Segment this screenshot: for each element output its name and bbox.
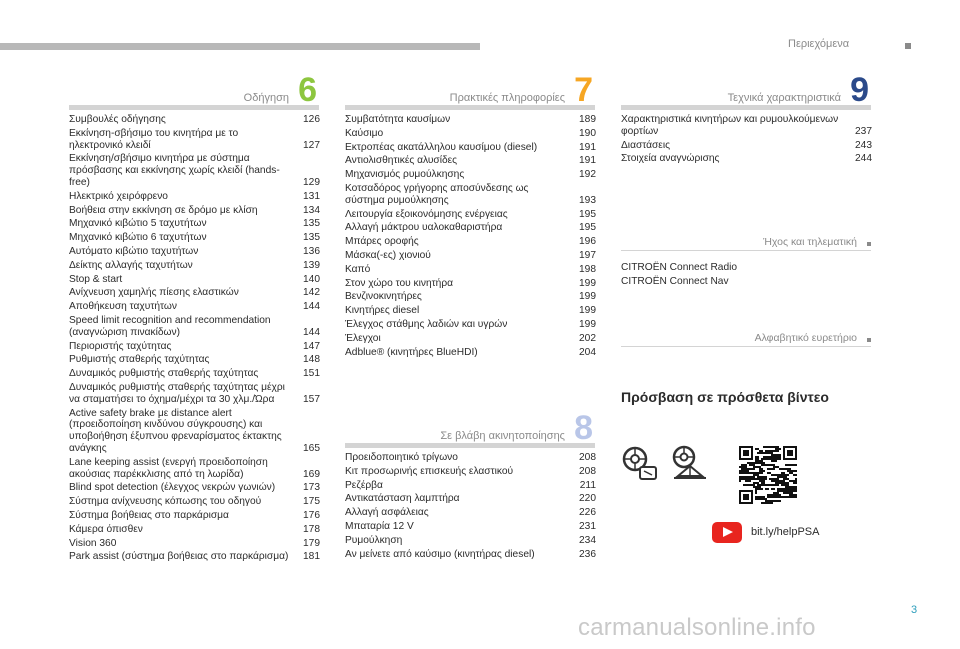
item-page: 198	[579, 263, 596, 275]
item-page: 226	[579, 507, 596, 519]
item-title: Περιοριστής ταχύτητας	[69, 340, 172, 352]
list-item[interactable]	[69, 496, 320, 508]
item-page: 199	[579, 291, 596, 303]
item-title: Βενζινοκινητήρες	[345, 291, 422, 303]
item-title: CITROËN Connect Radio	[621, 262, 738, 273]
item-title: Συμβατότητα καυσίμων	[345, 114, 451, 125]
list-item[interactable]	[345, 278, 596, 290]
section-8-list	[345, 452, 596, 562]
audio-header	[621, 236, 871, 251]
section-7-list	[345, 114, 596, 360]
item-page: 202	[579, 332, 596, 344]
item-page: 220	[579, 493, 596, 505]
list-item[interactable]	[345, 466, 596, 478]
jack-lift-icon	[668, 442, 710, 484]
list-item[interactable]	[69, 232, 320, 244]
item-page: 208	[579, 452, 596, 463]
item-title: Χαρακτηριστικά κινητήρων και ρυμουλκούμενων φορτίων	[621, 114, 839, 137]
list-item[interactable]	[345, 480, 596, 492]
item-page: 175	[303, 496, 320, 508]
item-title: Vision 360	[69, 537, 117, 549]
list-item[interactable]	[345, 128, 596, 140]
item-title: Δείκτης αλλαγής ταχυτήτων	[69, 259, 193, 271]
item-page: 178	[303, 523, 320, 535]
item-title: Έλεγχος στάθμης λαδιών και υγρών	[345, 318, 508, 330]
item-page: 179	[303, 537, 320, 549]
list-item[interactable]	[69, 205, 320, 217]
item-page: 190	[579, 127, 596, 139]
item-page: 148	[303, 354, 320, 366]
item-title: Adblue® (κινητήρες BlueHDI)	[345, 346, 478, 358]
page-number: 3	[911, 604, 918, 616]
item-page: 231	[579, 520, 596, 532]
item-page: 204	[579, 346, 596, 358]
item-page: 211	[579, 479, 596, 491]
item-title: Κινητήρες diesel	[345, 305, 420, 317]
item-title: Μάσκα(-ες) χιονιού	[345, 249, 431, 261]
list-item[interactable]	[69, 408, 320, 455]
list-item[interactable]	[345, 155, 596, 167]
item-title: CITROËN Connect Nav	[621, 275, 729, 287]
list-item[interactable]	[69, 260, 320, 272]
list-item[interactable]	[69, 382, 320, 406]
item-title: Αν μείνετε από καύσιμο (κινητήρας diesel)	[345, 548, 535, 560]
item-page: 144	[303, 301, 320, 313]
item-page: 140	[303, 273, 320, 285]
item-title: Speed limit recognition and recommendation (αναγνώριση πινακίδων)	[69, 314, 271, 338]
list-item[interactable]	[69, 315, 320, 339]
item-title: Κάμερα όπισθεν	[69, 523, 143, 535]
item-page: 134	[303, 204, 320, 216]
running-title: Περιεχόμενα	[788, 38, 850, 50]
list-item[interactable]	[345, 183, 596, 207]
item-page: 142	[303, 287, 320, 299]
section-number: 9	[850, 71, 869, 109]
item-page: 173	[303, 482, 320, 494]
item-title: Μπαταρία 12 V	[345, 520, 414, 532]
item-title: Stop & start	[69, 273, 123, 285]
audio-list	[621, 262, 872, 290]
list-item[interactable]	[69, 354, 320, 366]
item-page: 129	[303, 176, 320, 188]
item-page: 193	[579, 194, 596, 206]
list-item[interactable]	[345, 305, 596, 317]
item-title: Σύστημα βοήθειας στο παρκάρισμα	[69, 509, 229, 521]
item-title: Εκκίνηση/σβήσιμο κινητήρα με σύστημα πρόσβασης και εκκίνησης χωρίς κλειδί (hands-free)	[69, 153, 280, 188]
item-title: Διαστάσεις	[621, 139, 671, 151]
item-title: Μηχανικό κιβώτιο 5 ταχυτήτων	[69, 218, 207, 230]
item-page: 196	[579, 236, 596, 248]
list-item[interactable]	[345, 493, 596, 505]
section-number: 6	[298, 71, 317, 109]
list-item[interactable]	[69, 246, 320, 258]
list-item[interactable]	[69, 191, 320, 203]
section-title: Σε βλάβη ακινητοποίησης	[440, 430, 565, 442]
item-title: Καύσιμο	[345, 127, 384, 139]
item-title: Αντικατάσταση λαμπτήρα	[345, 493, 460, 505]
list-item[interactable]	[345, 333, 596, 345]
item-page: 126	[303, 114, 320, 125]
list-item[interactable]	[345, 507, 596, 519]
item-title: Αλλαγή ασφάλειας	[345, 507, 429, 519]
item-title: Ρυθμιστής σταθερής ταχύτητας	[69, 354, 210, 366]
help-video-link[interactable]: bit.ly/helpPSA	[751, 526, 820, 538]
item-title: Μηχανισμός ρυμούλκησης	[345, 169, 465, 181]
list-item[interactable]	[345, 535, 596, 547]
item-page: 176	[303, 509, 320, 521]
list-item[interactable]	[69, 114, 320, 126]
item-title: Στοιχεία αναγνώρισης	[621, 153, 720, 165]
item-page: 127	[303, 139, 320, 151]
youtube-icon[interactable]	[712, 522, 742, 543]
list-item[interactable]	[345, 222, 596, 234]
list-item[interactable]	[345, 521, 596, 533]
item-page: 169	[303, 468, 320, 480]
item-title: Προειδοποιητικό τρίγωνο	[345, 452, 458, 463]
item-title: Σύστημα ανίχνευσης κόπωσης του οδηγού	[69, 496, 262, 508]
item-title: Ρεζέρβα	[345, 479, 383, 491]
list-item[interactable]	[345, 319, 596, 331]
list-item[interactable]	[69, 482, 320, 494]
item-title: Ανίχνευση χαμηλής πίεσης ελαστικών	[69, 287, 239, 299]
item-title: Αυτόματο κιβώτιο ταχυτήτων	[69, 245, 199, 257]
item-title: Κιτ προσωρινής επισκευής ελαστικού	[345, 465, 514, 477]
list-item[interactable]	[345, 291, 596, 303]
list-item[interactable]	[69, 153, 320, 188]
item-title: Lane keeping assist (ενεργή προειδοποίηση ακούσιας παρέκκλισης από τη λωρίδα)	[69, 456, 268, 480]
list-item[interactable]	[345, 236, 596, 248]
list-item[interactable]	[345, 114, 596, 126]
item-page: 135	[303, 218, 320, 230]
item-page: 197	[579, 249, 596, 261]
list-item[interactable]	[345, 347, 596, 359]
section-8-header	[345, 409, 595, 448]
list-item[interactable]	[69, 301, 320, 313]
item-page: 181	[303, 551, 320, 563]
section-9-list	[621, 114, 872, 167]
item-title: Δυναμικός ρυθμιστής σταθερής ταχύτητας	[69, 368, 259, 380]
qr-code-icon	[739, 446, 797, 504]
list-item[interactable]	[345, 250, 596, 262]
list-item[interactable]	[69, 510, 320, 522]
running-square-icon	[905, 43, 911, 49]
item-page: 144	[303, 326, 320, 338]
item-title: Καπό	[345, 263, 371, 275]
item-page: 151	[303, 368, 320, 380]
item-page: 234	[579, 534, 596, 546]
index-header	[621, 332, 871, 347]
item-title: Λειτουργία εξοικονόμησης ενέργειας	[345, 208, 508, 220]
item-page: 192	[579, 169, 596, 181]
list-item[interactable]	[69, 274, 320, 286]
item-title: Έλεγχοι	[345, 332, 381, 344]
item-title: Μηχανικό κιβώτιο 6 ταχυτήτων	[69, 232, 207, 244]
wheel-repair-icon	[618, 442, 660, 484]
video-title: Πρόσβαση σε πρόσθετα βίντεο	[621, 389, 829, 405]
item-page: 199	[579, 318, 596, 330]
list-item[interactable]	[69, 128, 320, 152]
section-title: Τεχνικά χαρακτηριστικά	[727, 92, 841, 104]
list-item[interactable]	[69, 341, 320, 353]
item-page: 208	[579, 465, 596, 477]
item-title: Park assist (σύστημα βοήθειας στο παρκάρισμα)	[69, 551, 289, 563]
item-page: 136	[303, 245, 320, 257]
item-page: 199	[579, 277, 596, 289]
section-6-list	[69, 114, 320, 565]
item-title: Συμβουλές οδήγησης	[69, 114, 166, 125]
audio-title: Ήχος και τηλεματική	[763, 236, 857, 248]
item-page: 243	[855, 139, 872, 151]
list-item[interactable]	[69, 551, 320, 563]
item-title: Στον χώρο του κινητήρα	[345, 277, 454, 289]
list-item[interactable]	[69, 538, 320, 550]
header-bar	[0, 43, 480, 50]
list-item[interactable]	[621, 114, 872, 138]
item-page: 199	[579, 305, 596, 317]
item-title: Αποθήκευση ταχυτήτων	[69, 301, 177, 313]
item-title: Εκτροπέας ακατάλληλου καυσίμου (diesel)	[345, 141, 538, 153]
section-7-header	[345, 71, 595, 110]
list-item[interactable]	[69, 368, 320, 380]
item-title: Active safety brake με distance alert (προειδοποίηση κινδύνου σύγκρουσης) και υποβοήθηση έξυπνου φρεναρίσματος έκτακτης ανάγκης	[69, 407, 282, 454]
item-page: 131	[303, 190, 320, 202]
list-item[interactable]	[345, 209, 596, 221]
item-page: 157	[303, 393, 320, 405]
item-page: 244	[855, 153, 872, 165]
item-title: Βοήθεια στην εκκίνηση σε δρόμο με κλίση	[69, 204, 258, 216]
list-item[interactable]	[345, 142, 596, 154]
section-title: Πρακτικές πληροφορίες	[449, 92, 565, 104]
square-icon	[867, 242, 871, 246]
item-title: Μπάρες οροφής	[345, 236, 419, 248]
item-title: Ηλεκτρικό χειρόφρενο	[69, 190, 168, 202]
item-title: Δυναμικός ρυθμιστής σταθερής ταχύτητας μέχρι να σταματήσει το όχημα/μέχρι τα 30 χλμ./Ώρα	[69, 381, 285, 405]
section-9-header	[621, 71, 871, 110]
list-item[interactable]	[621, 262, 872, 274]
section-number: 8	[574, 409, 593, 447]
item-title: Αλλαγή μάκτρου υαλοκαθαριστήρα	[345, 222, 503, 234]
list-item[interactable]	[621, 276, 872, 288]
index-title: Αλφαβητικό ευρετήριο	[754, 332, 857, 344]
list-item[interactable]	[345, 452, 596, 464]
item-page: 237	[855, 125, 872, 137]
list-item[interactable]	[69, 287, 320, 299]
item-page: 135	[303, 232, 320, 244]
list-item[interactable]	[621, 140, 872, 152]
list-item[interactable]	[345, 549, 596, 561]
item-title: Εκκίνηση-σβήσιμο του κινητήρα με το ηλεκτρονικό κλειδί	[69, 127, 239, 151]
item-page: 195	[579, 208, 596, 220]
list-item[interactable]	[621, 153, 872, 165]
section-6-header	[69, 71, 319, 110]
item-page: 236	[579, 548, 596, 560]
square-icon	[867, 338, 871, 342]
item-page: 191	[579, 141, 596, 153]
item-title: Ρυμούλκηση	[345, 534, 403, 546]
list-item[interactable]	[69, 218, 320, 230]
item-page: 195	[579, 222, 596, 234]
item-page: 189	[579, 114, 596, 125]
list-item[interactable]	[345, 264, 596, 276]
list-item[interactable]	[69, 457, 320, 481]
item-title: Blind spot detection (έλεγχος νεκρών γωνιών)	[69, 482, 276, 494]
section-number: 7	[574, 71, 593, 109]
item-title: Κοτσαδόρος γρήγορης αποσύνδεσης ως σύστημα ρυμούλκησης	[345, 182, 529, 206]
item-page: 139	[303, 259, 320, 271]
watermark: carmanualsonline.info	[578, 614, 816, 641]
list-item[interactable]	[69, 524, 320, 536]
item-page: 147	[303, 340, 320, 352]
section-title: Οδήγηση	[243, 92, 289, 104]
item-page: 191	[579, 155, 596, 167]
list-item[interactable]	[345, 169, 596, 181]
item-title: Αντιολισθητικές αλυσίδες	[345, 155, 458, 167]
item-page: 165	[303, 442, 320, 454]
